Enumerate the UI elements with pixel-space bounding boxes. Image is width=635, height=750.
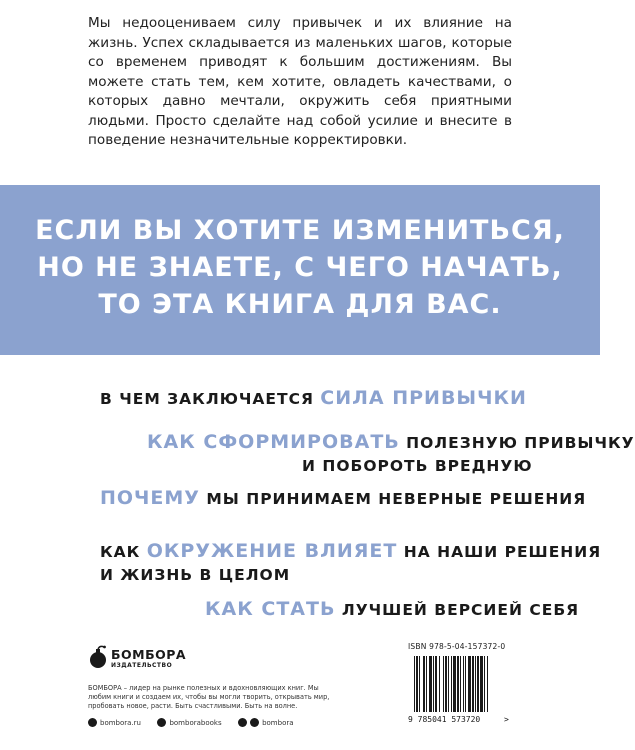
barcode-bar [443,656,444,712]
feature-4 [100,540,601,562]
feature-1-accent: СИЛА ПРИВЫЧКИ [320,387,527,409]
barcode-bar [416,656,418,712]
youtube-icon [250,718,259,727]
barcode-bar [429,656,432,712]
feature-5-accent: КАК СТАТЬ [205,598,336,620]
feature-4-text: КАК [100,543,147,561]
barcode-bar [457,656,459,712]
barcode-bar [419,656,420,712]
feature-2-accent: КАК СФОРМИРОВАТЬ [147,431,400,453]
barcode-bar [484,656,485,712]
web-icon [88,718,97,727]
barcode-bar [439,656,440,712]
feature-4-text-3: И ЖИЗНЬ В ЦЕЛОМ [100,566,291,584]
barcode-bar [433,656,434,712]
barcode-bar [460,656,461,712]
feature-2 [147,431,635,453]
highlight-band [0,185,600,355]
barcode-bar [480,656,483,712]
intro-text: Мы недооцениваем силу привычек и их влияние на жизнь. Успех складывается из маленьких шагов, которые со временем приводят к большим достижениям. Вы можете стать тем, кем хотите, овладеть качествами, о которых давно мечтали, окружить себя приятными людьми. Просто сделайте над собой усилие и внесите в поведение незначительные корректировки. [88,15,512,148]
barcode-bar [426,656,427,712]
band-line-2: НО НЕ ЗНАЕТЕ, С ЧЕГО НАЧАТЬ, [37,252,563,283]
social-links [88,718,294,727]
barcode-bar [465,656,466,712]
barcode-bar [451,656,452,712]
feature-4-line-2 [100,565,290,584]
feature-5-text: ЛУЧШЕЙ ВЕРСИЕЙ СЕБЯ [335,601,580,619]
feature-2-text-2: И ПОБОРОТЬ ВРЕДНУЮ [302,457,533,475]
barcode-digits: 9 785041 573720 [408,715,481,724]
barcode-bar [435,656,437,712]
feature-5 [205,598,579,620]
social-link-3[interactable]: bombora [262,718,294,727]
social-link-2[interactable]: bomborabooks [169,718,222,727]
barcode-bar [468,656,471,712]
barcode [408,654,510,724]
band-line-3: ТО ЭТА КНИГА ДЛЯ ВАС. [98,289,502,320]
barcode-bar [448,656,449,712]
social-link-1[interactable]: bombora.ru [100,718,141,727]
bomb-icon [88,645,108,669]
band-line-1: ЕСЛИ ВЫ ХОТИТЕ ИЗМЕНИТЬСЯ, [35,215,565,246]
publisher-name: БОМБОРА [111,647,187,662]
barcode-bar [453,656,456,712]
barcode-bar [414,656,415,712]
feature-2-text: ПОЛЕЗНУЮ ПРИВЫЧКУ [399,434,635,452]
telegram-icon [238,718,247,727]
barcode-bars [414,656,488,712]
isbn-text: ISBN 978-5-04-157372-0 [408,642,506,651]
barcode-bar [477,656,479,712]
publisher-description: БОМБОРА – лидер на рынке полезных и вдохновляющих книг. Мы любим книги и создаем их, чтобы вы могли творить, открывать мир, пробовать новое, расти. Быть счастливыми. Быть на волне. [88,684,330,710]
feature-1 [100,387,527,409]
barcode-bar [445,656,447,712]
barcode-bar [472,656,474,712]
barcode-bar [487,656,488,712]
vk-icon [157,718,166,727]
barcode-arrow: > [504,715,509,724]
barcode-bar [463,656,464,712]
barcode-bar [423,656,425,712]
feature-3-text: МЫ ПРИНИМАЕМ НЕВЕРНЫЕ РЕШЕНИЯ [199,490,587,508]
barcode-bar [475,656,476,712]
feature-4-text-2: НА НАШИ РЕШЕНИЯ [397,543,602,561]
feature-3 [100,487,586,509]
feature-3-accent: ПОЧЕМУ [100,487,200,509]
feature-1-text: В ЧЕМ ЗАКЛЮЧАЕТСЯ [100,390,321,408]
feature-4-accent: ОКРУЖЕНИЕ ВЛИЯЕТ [146,540,398,562]
feature-2-line-2 [302,456,533,475]
publisher-subtitle: ИЗДАТЕЛЬСТВО [111,662,173,669]
